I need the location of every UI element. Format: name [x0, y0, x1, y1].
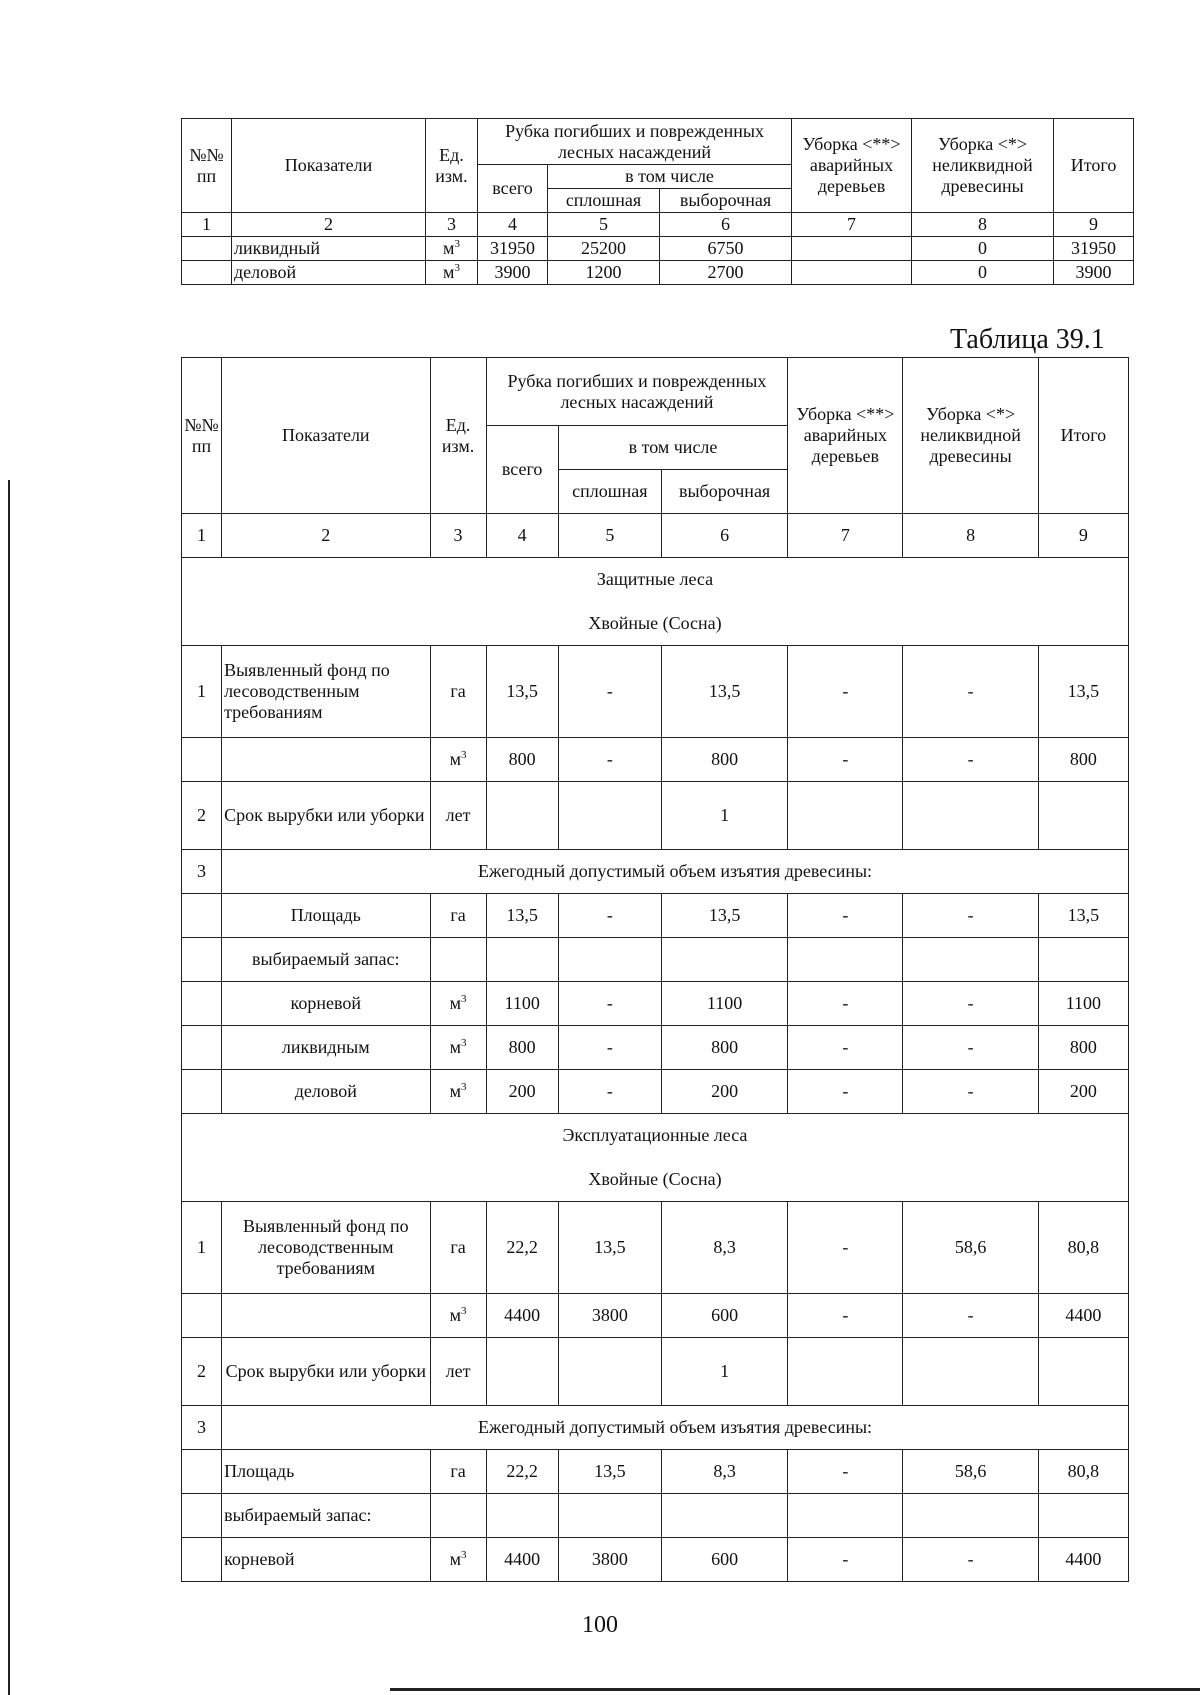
cell: 1200	[548, 261, 660, 285]
col-number: 4	[478, 213, 548, 237]
cell: -	[903, 894, 1038, 938]
col-number: 7	[792, 213, 912, 237]
header-selective: выборочная	[661, 470, 787, 514]
row-unit	[430, 1494, 486, 1538]
cell: 58,6	[903, 1450, 1038, 1494]
cell	[788, 782, 903, 850]
header-nonliquid: Уборка <*> неликвидной древесины	[903, 358, 1038, 514]
header-nonliquid: Уборка <*> неликвидной древесины	[912, 119, 1054, 213]
header-including: в том числе	[548, 165, 792, 189]
cell: 4400	[1038, 1538, 1128, 1582]
cell	[1038, 1494, 1128, 1538]
cell	[486, 1338, 558, 1406]
cell	[1038, 1338, 1128, 1406]
cell: 31950	[478, 237, 548, 261]
cell	[788, 1338, 903, 1406]
cell: 3900	[1054, 261, 1134, 285]
row-unit: лет	[430, 782, 486, 850]
cell: 800	[661, 1026, 787, 1070]
header-unit: Ед. изм.	[426, 119, 478, 213]
unit-text: м	[449, 1305, 461, 1326]
col-number: 2	[232, 213, 426, 237]
row-unit: га	[430, 646, 486, 738]
cell: 13,5	[558, 1450, 661, 1494]
cell	[903, 938, 1038, 982]
row-unit: лет	[430, 1338, 486, 1406]
row-num	[182, 1026, 222, 1070]
cell: -	[558, 894, 661, 938]
scan-edge-left	[8, 480, 10, 1695]
unit-superscript: 3	[461, 749, 467, 762]
cell	[558, 1494, 661, 1538]
cell: -	[788, 646, 903, 738]
cell	[661, 938, 787, 982]
row-num	[182, 894, 222, 938]
page-number: 100	[582, 1612, 618, 1638]
row-unit	[430, 1070, 486, 1114]
header-num: №№ пп	[182, 358, 222, 514]
header-sum: Итого	[1054, 119, 1134, 213]
unit-text: м	[449, 1549, 461, 1570]
cell: -	[788, 1202, 903, 1294]
cell	[486, 782, 558, 850]
main-table	[181, 357, 1129, 1582]
cell	[558, 1338, 661, 1406]
table-row	[182, 938, 1129, 982]
cell: -	[558, 646, 661, 738]
row-num: 1	[182, 1202, 222, 1294]
cell: 200	[1038, 1070, 1128, 1114]
header-felling: Рубка погибших и поврежденных лесных насаждений	[486, 358, 788, 426]
col-number: 9	[1054, 213, 1134, 237]
cell: 22,2	[486, 1202, 558, 1294]
row-name: Площадь	[222, 894, 430, 938]
header-unit: Ед. изм.	[430, 358, 486, 514]
unit-text: м	[449, 749, 461, 770]
row-span-text: Ежегодный допустимый объем изъятия древесины:	[222, 1406, 1129, 1450]
col-number: 6	[661, 514, 787, 558]
cell: -	[903, 1070, 1038, 1114]
cell: -	[788, 982, 903, 1026]
row-unit	[430, 1294, 486, 1338]
row-num: 2	[182, 1338, 222, 1406]
cell: 3800	[558, 1538, 661, 1582]
cell: 3800	[558, 1294, 661, 1338]
table-row	[182, 1494, 1129, 1538]
cell: 25200	[548, 237, 660, 261]
cell: 0	[912, 261, 1054, 285]
header-sum: Итого	[1038, 358, 1128, 514]
unit-text: м	[443, 262, 455, 283]
cell: 58,6	[903, 1202, 1038, 1294]
unit-superscript: 3	[461, 1549, 467, 1562]
cell: 80,8	[1038, 1450, 1128, 1494]
cell	[792, 261, 912, 285]
row-unit: га	[430, 1450, 486, 1494]
cell	[661, 1494, 787, 1538]
unit-superscript: 3	[461, 993, 467, 1006]
cell: 600	[661, 1294, 787, 1338]
col-number: 3	[426, 213, 478, 237]
cell: 3900	[478, 261, 548, 285]
row-num	[182, 938, 222, 982]
row-name: Площадь	[222, 1450, 430, 1494]
table-row	[182, 261, 1134, 285]
header-total-all: всего	[486, 426, 558, 514]
table-row	[182, 1450, 1129, 1494]
header-indicators: Показатели	[222, 358, 430, 514]
cell: 13,5	[558, 1202, 661, 1294]
col-number: 3	[430, 514, 486, 558]
cell: -	[558, 1026, 661, 1070]
col-number: 4	[486, 514, 558, 558]
row-name: Выявленный фонд по лесоводственным требованиям	[222, 1202, 430, 1294]
row-unit	[430, 1538, 486, 1582]
row-name: выбираемый запас:	[222, 938, 430, 982]
cell: 8,3	[661, 1450, 787, 1494]
table-row	[182, 782, 1129, 850]
row-num	[182, 261, 232, 285]
row-name: Выявленный фонд по лесоводственным требованиям	[222, 646, 430, 738]
row-name: корневой	[222, 1538, 430, 1582]
cell: 1100	[486, 982, 558, 1026]
table-row	[182, 1070, 1129, 1114]
col-number: 8	[912, 213, 1054, 237]
row-unit	[430, 1026, 486, 1070]
cell: -	[558, 982, 661, 1026]
cell: 1	[661, 1338, 787, 1406]
cell: -	[903, 1538, 1038, 1582]
cell	[1038, 938, 1128, 982]
table-row	[182, 646, 1129, 738]
unit-superscript: 3	[461, 1305, 467, 1318]
cell	[903, 1338, 1038, 1406]
row-name	[222, 1294, 430, 1338]
table-row	[182, 1538, 1129, 1582]
row-span-text: Ежегодный допустимый объем изъятия древесины:	[222, 850, 1129, 894]
row-name: деловой	[232, 261, 426, 285]
table-row	[182, 1294, 1129, 1338]
table-row	[182, 894, 1129, 938]
cell: 1100	[661, 982, 787, 1026]
cell: 13,5	[486, 646, 558, 738]
cell: -	[903, 738, 1038, 782]
row-name: ликвидным	[222, 1026, 430, 1070]
scan-edge-bottom	[390, 1688, 1200, 1691]
row-name: Срок вырубки или уборки	[222, 1338, 430, 1406]
header-felling: Рубка погибших и поврежденных лесных насаждений	[478, 119, 792, 165]
cell	[788, 938, 903, 982]
header-indicators: Показатели	[232, 119, 426, 213]
row-num	[182, 738, 222, 782]
cell: 22,2	[486, 1450, 558, 1494]
table-row	[182, 1406, 1129, 1450]
table-row	[182, 982, 1129, 1026]
cell: 4400	[1038, 1294, 1128, 1338]
header-emergency: Уборка <**> аварийных деревьев	[792, 119, 912, 213]
cell	[1038, 782, 1128, 850]
cell: 200	[486, 1070, 558, 1114]
cell: 6750	[660, 237, 792, 261]
row-num	[182, 1494, 222, 1538]
cell	[903, 782, 1038, 850]
section-title: Эксплуатационные леса	[182, 1114, 1129, 1158]
col-number: 7	[788, 514, 903, 558]
table-row	[182, 850, 1129, 894]
unit-superscript: 3	[454, 262, 460, 275]
unit-superscript: 3	[461, 1081, 467, 1094]
col-number: 5	[558, 514, 661, 558]
header-total-all: всего	[478, 165, 548, 213]
section-title: Защитные леса	[182, 558, 1129, 602]
table-row	[182, 1026, 1129, 1070]
cell: 1	[661, 782, 787, 850]
cell: 13,5	[661, 894, 787, 938]
cell	[903, 1494, 1038, 1538]
row-name	[222, 738, 430, 782]
cell: 2700	[660, 261, 792, 285]
cell	[486, 1494, 558, 1538]
cell	[792, 237, 912, 261]
row-num: 3	[182, 1406, 222, 1450]
row-num: 1	[182, 646, 222, 738]
col-number: 2	[222, 514, 430, 558]
row-num	[182, 982, 222, 1026]
cell	[788, 1494, 903, 1538]
cell: 13,5	[661, 646, 787, 738]
row-name: деловой	[222, 1070, 430, 1114]
cell: 800	[1038, 1026, 1128, 1070]
cell: 800	[661, 738, 787, 782]
unit-text: м	[449, 1037, 461, 1058]
cell: -	[903, 1294, 1038, 1338]
row-name: корневой	[222, 982, 430, 1026]
cell: 1100	[1038, 982, 1128, 1026]
row-unit	[430, 738, 486, 782]
cell: 800	[486, 738, 558, 782]
cell: -	[903, 982, 1038, 1026]
table-row	[182, 1338, 1129, 1406]
cell: -	[558, 1070, 661, 1114]
column-number-row	[182, 514, 1129, 558]
cell: 0	[912, 237, 1054, 261]
row-num: 3	[182, 850, 222, 894]
cell: -	[788, 1070, 903, 1114]
row-num	[182, 1538, 222, 1582]
row-unit: га	[430, 1202, 486, 1294]
col-number: 5	[548, 213, 660, 237]
unit-superscript: 3	[461, 1037, 467, 1050]
table-row	[182, 237, 1134, 261]
cell: 200	[661, 1070, 787, 1114]
section-subtitle: Хвойные (Сосна)	[182, 602, 1129, 646]
row-unit	[430, 982, 486, 1026]
cell	[558, 938, 661, 982]
header-clear: сплошная	[548, 189, 660, 213]
cell: 4400	[486, 1294, 558, 1338]
section-subtitle: Хвойные (Сосна)	[182, 1158, 1129, 1202]
table-caption: Таблица 39.1	[950, 324, 1105, 355]
cell: -	[788, 738, 903, 782]
unit-text: м	[443, 238, 455, 259]
cell: 13,5	[486, 894, 558, 938]
row-unit: га	[430, 894, 486, 938]
column-number-row	[182, 213, 1134, 237]
row-num	[182, 237, 232, 261]
col-number: 9	[1038, 514, 1128, 558]
unit-superscript: 3	[454, 238, 460, 251]
top-table	[181, 118, 1134, 285]
header-num: №№ пп	[182, 119, 232, 213]
cell: -	[788, 894, 903, 938]
cell: 600	[661, 1538, 787, 1582]
cell: 4400	[486, 1538, 558, 1582]
cell	[486, 938, 558, 982]
col-number: 6	[660, 213, 792, 237]
cell: -	[788, 1294, 903, 1338]
cell: 80,8	[1038, 1202, 1128, 1294]
cell: 8,3	[661, 1202, 787, 1294]
unit-text: м	[449, 993, 461, 1014]
row-num	[182, 1070, 222, 1114]
cell: -	[903, 646, 1038, 738]
row-name: выбираемый запас:	[222, 1494, 430, 1538]
row-unit	[426, 261, 478, 285]
header-selective: выборочная	[660, 189, 792, 213]
table-row	[182, 738, 1129, 782]
cell: 13,5	[1038, 894, 1128, 938]
cell: -	[903, 1026, 1038, 1070]
row-unit	[426, 237, 478, 261]
header-including: в том числе	[558, 426, 787, 470]
row-num: 2	[182, 782, 222, 850]
row-name: ликвидный	[232, 237, 426, 261]
cell: -	[788, 1538, 903, 1582]
cell: 800	[1038, 738, 1128, 782]
row-num	[182, 1294, 222, 1338]
cell: -	[788, 1450, 903, 1494]
row-name: Срок вырубки или уборки	[222, 782, 430, 850]
row-num	[182, 1450, 222, 1494]
cell: 31950	[1054, 237, 1134, 261]
header-clear: сплошная	[558, 470, 661, 514]
col-number: 1	[182, 514, 222, 558]
row-unit	[430, 938, 486, 982]
col-number: 8	[903, 514, 1038, 558]
cell: -	[558, 738, 661, 782]
cell: 800	[486, 1026, 558, 1070]
cell: -	[788, 1026, 903, 1070]
table-row	[182, 1202, 1129, 1294]
cell: 13,5	[1038, 646, 1128, 738]
cell	[558, 782, 661, 850]
unit-text: м	[449, 1081, 461, 1102]
col-number: 1	[182, 213, 232, 237]
header-emergency: Уборка <**> аварийных деревьев	[788, 358, 903, 514]
